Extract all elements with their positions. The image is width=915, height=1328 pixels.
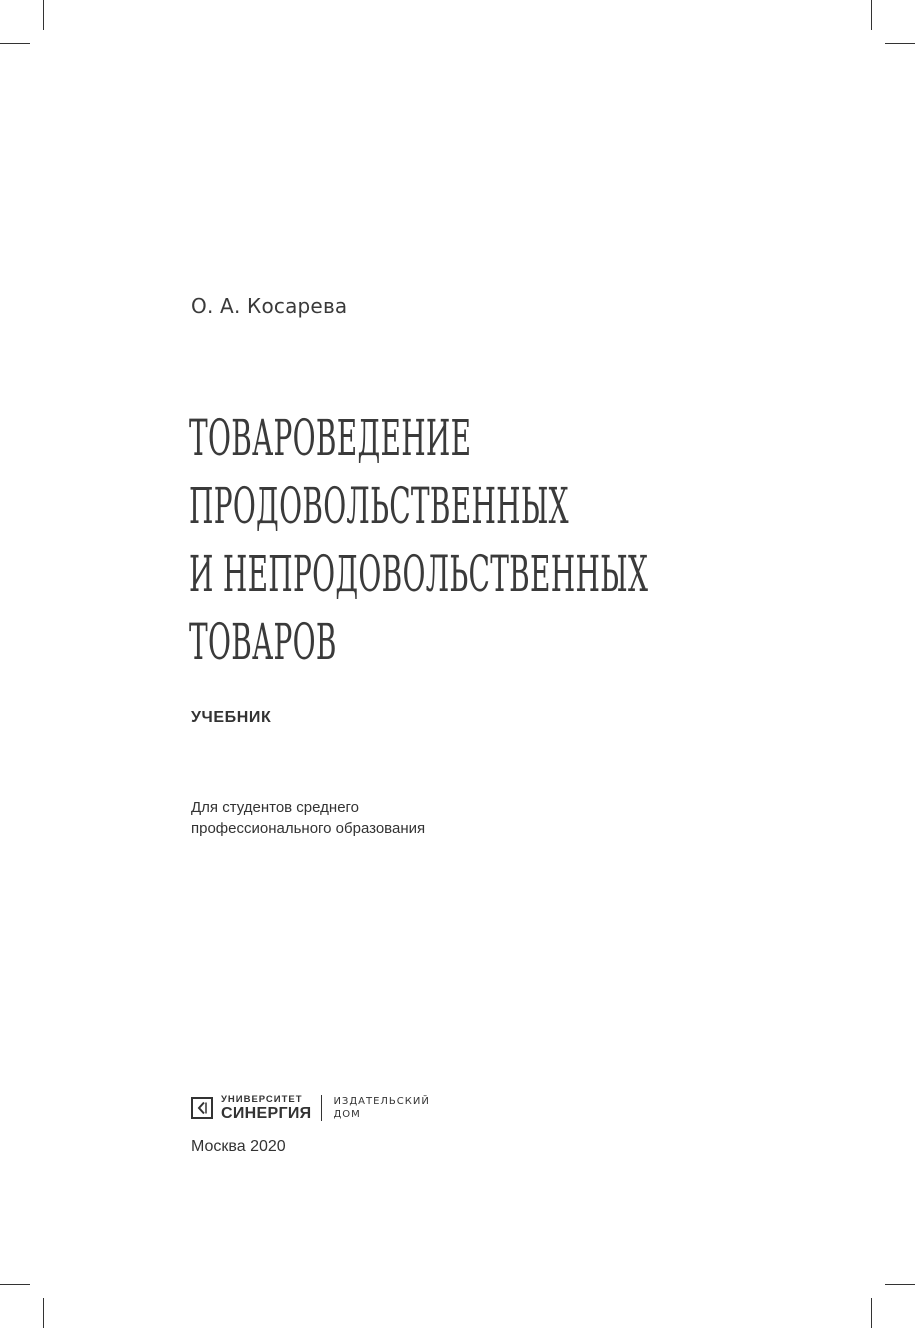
publisher-wordmark bbox=[221, 1094, 311, 1122]
book-title-line: ТОВАРОВЕДЕНИЕ bbox=[189, 409, 472, 467]
book-title bbox=[189, 404, 648, 676]
crop-mark-top-right-horizontal bbox=[885, 43, 915, 44]
crop-mark-top-left-horizontal bbox=[0, 43, 30, 44]
bracket-arrow-icon bbox=[191, 1097, 213, 1119]
author-name: О. А. Косарева bbox=[191, 294, 348, 318]
crop-mark-bottom-right-horizontal bbox=[885, 1284, 915, 1285]
publisher-university-label: УНИВЕРСИТЕТ bbox=[221, 1094, 303, 1105]
publishing-house-line: ИЗДАТЕЛЬСКИЙ bbox=[333, 1096, 430, 1107]
publisher-divider bbox=[321, 1095, 322, 1121]
crop-mark-top-left-vertical bbox=[43, 0, 44, 30]
publishing-house-label bbox=[333, 1095, 429, 1121]
crop-mark-bottom-right-vertical bbox=[871, 1298, 872, 1328]
audience-line: профессионального образования bbox=[191, 820, 426, 837]
book-title-line: И НЕПРОДОВОЛЬСТВЕННЫХ bbox=[189, 545, 649, 603]
audience-line: Для студентов среднего bbox=[191, 799, 360, 816]
publisher-logo bbox=[191, 1093, 430, 1123]
crop-mark-bottom-left-vertical bbox=[43, 1298, 44, 1328]
imprint-city-year: Москва 2020 bbox=[191, 1138, 286, 1155]
crop-mark-bottom-left-horizontal bbox=[0, 1284, 30, 1285]
publishing-house-line: ДОМ bbox=[333, 1109, 361, 1120]
book-title-line: ПРОДОВОЛЬСТВЕННЫХ bbox=[189, 477, 569, 535]
publisher-name: СИНЕРГИЯ bbox=[221, 1105, 312, 1122]
document-type: УЧЕБНИК bbox=[191, 709, 272, 726]
crop-mark-top-right-vertical bbox=[871, 0, 872, 30]
audience-note bbox=[191, 797, 425, 839]
book-title-line: ТОВАРОВ bbox=[189, 613, 337, 671]
